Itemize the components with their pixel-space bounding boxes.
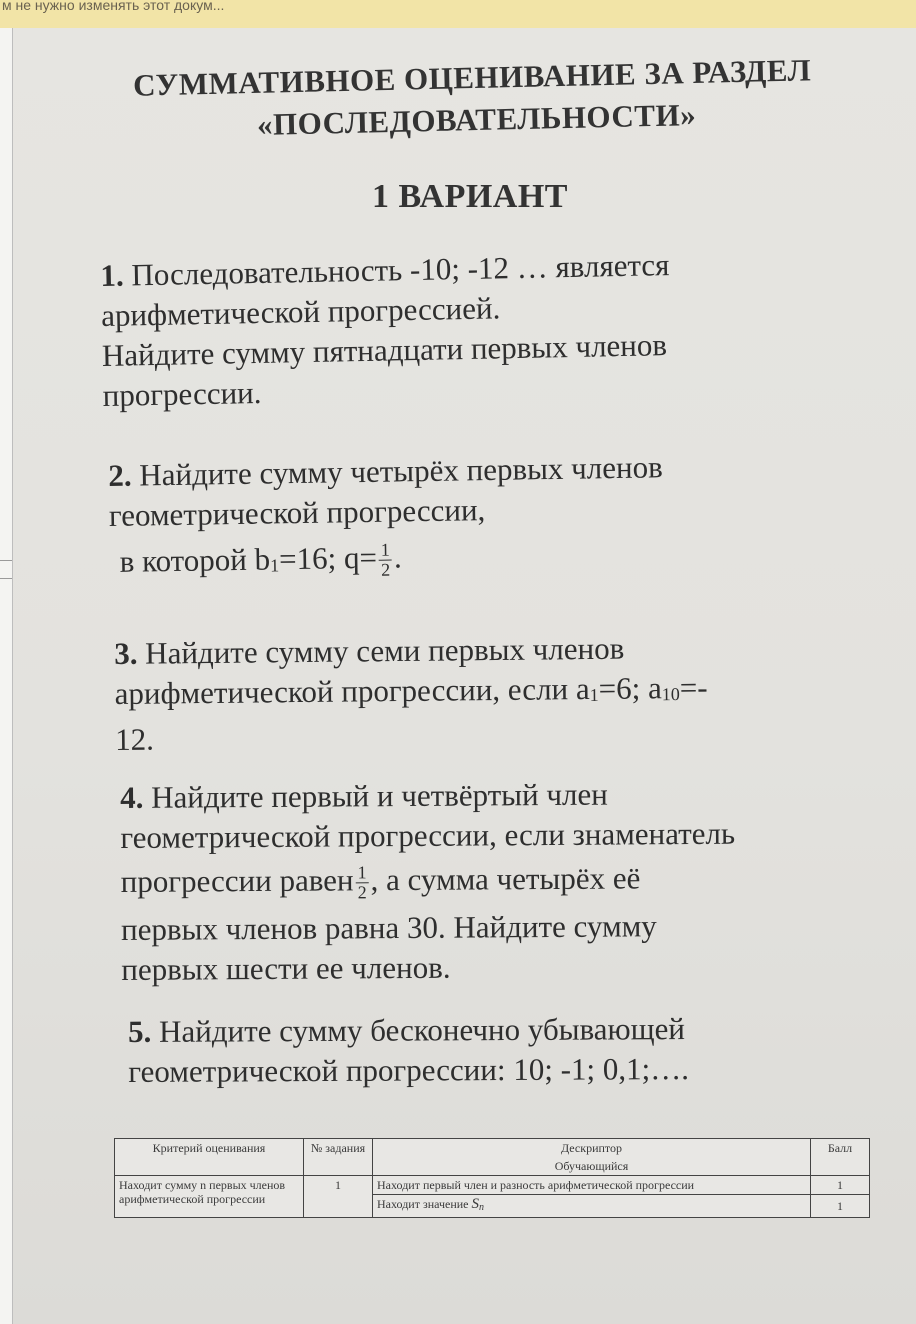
task-text: в которой b <box>119 541 271 579</box>
task-text: =16; q= <box>278 539 378 577</box>
cell-criterion: Находит сумму n первых членов арифметической прогрессии <box>115 1176 304 1218</box>
cell-task-number: 1 <box>304 1176 373 1218</box>
header-criterion: Критерий оценивания <box>115 1139 304 1176</box>
header-student: Обучающийся <box>373 1157 811 1176</box>
fraction-denominator: 2 <box>357 882 367 903</box>
criteria-table <box>114 1138 870 1218</box>
fraction <box>379 541 393 580</box>
subscript: 1 <box>589 684 599 706</box>
page-subtitle: «ПОСЛЕДОВАТЕЛЬНОСТИ» <box>256 97 697 142</box>
subscript: 10 <box>661 684 680 705</box>
symbol-s: S <box>471 1196 479 1212</box>
task-number: 5. <box>128 1013 152 1049</box>
cell-descriptor: Находит первый член и разность арифметической прогрессии <box>373 1176 811 1195</box>
subscript: 1 <box>270 555 280 576</box>
task-number: 3. <box>114 635 138 671</box>
task-text: =6; a <box>598 670 662 706</box>
task-1 <box>100 245 672 416</box>
task-4 <box>120 774 736 991</box>
task-text: Найдите сумму семи первых членов <box>145 630 625 671</box>
fraction <box>355 864 368 903</box>
task-text: 12. <box>114 721 155 757</box>
task-number: 1. <box>100 257 124 293</box>
protected-view-banner <box>0 0 916 29</box>
task-text: =- <box>679 669 708 706</box>
task-text: геометрической прогрессии, <box>108 492 486 533</box>
variant-title: 1 ВАРИАНТ <box>372 178 568 215</box>
descriptor-text: Находит значение <box>377 1197 469 1211</box>
task-text: Найдите сумму четырёх первых членов <box>139 449 663 493</box>
cell-descriptor <box>373 1195 811 1218</box>
task-3 <box>114 628 708 760</box>
task-2 <box>108 447 664 588</box>
task-text: . <box>393 539 402 575</box>
task-text: арифметической прогрессией. <box>100 290 501 333</box>
cell-score: 1 <box>811 1195 870 1218</box>
task-text: арифметической прогрессии, если a <box>114 671 590 711</box>
task-text: геометрической прогрессии: 10; -1; 0,1;…. <box>128 1051 690 1089</box>
task-text: Последовательность -10; -12 … является <box>131 247 670 293</box>
task-text: , а сумма четырёх её <box>370 860 641 898</box>
task-number: 2. <box>108 457 132 493</box>
symbol-subscript: n <box>479 1202 484 1213</box>
fraction-denominator: 2 <box>380 559 391 581</box>
cell-score: 1 <box>811 1176 870 1195</box>
page-title: СУММАТИВНОЕ ОЦЕНИВАНИЕ ЗА РАЗДЕЛ <box>132 52 812 103</box>
margin-mark <box>0 578 12 579</box>
task-text: прогрессии равен <box>120 862 354 899</box>
table-row <box>115 1176 870 1195</box>
task-text: первых шести ее членов. <box>121 950 451 988</box>
header-score: Балл <box>811 1139 870 1176</box>
fraction-numerator: 1 <box>379 541 392 561</box>
task-text: первых членов равна 30. Найдите сумму <box>120 908 657 948</box>
header-descriptor: Дескриптор <box>373 1139 811 1158</box>
fraction-numerator: 1 <box>355 864 368 884</box>
left-margin-strip <box>0 28 13 1324</box>
header-task-number: № задания <box>304 1139 373 1176</box>
task-text: Найдите сумму пятнадцати первых членов <box>101 327 668 373</box>
margin-mark <box>0 560 12 561</box>
task-text: геометрической прогрессии, если знаменатель <box>120 815 736 855</box>
task-number: 4. <box>120 779 144 815</box>
table-header-row <box>115 1139 870 1158</box>
task-5 <box>128 1009 689 1092</box>
banner-text: м не нужно изменять этот докум... <box>2 0 225 13</box>
task-text: Найдите первый и четвёртый член <box>151 776 608 815</box>
task-text: прогрессии. <box>102 374 262 413</box>
task-text: Найдите сумму бесконечно убывающей <box>159 1011 685 1049</box>
